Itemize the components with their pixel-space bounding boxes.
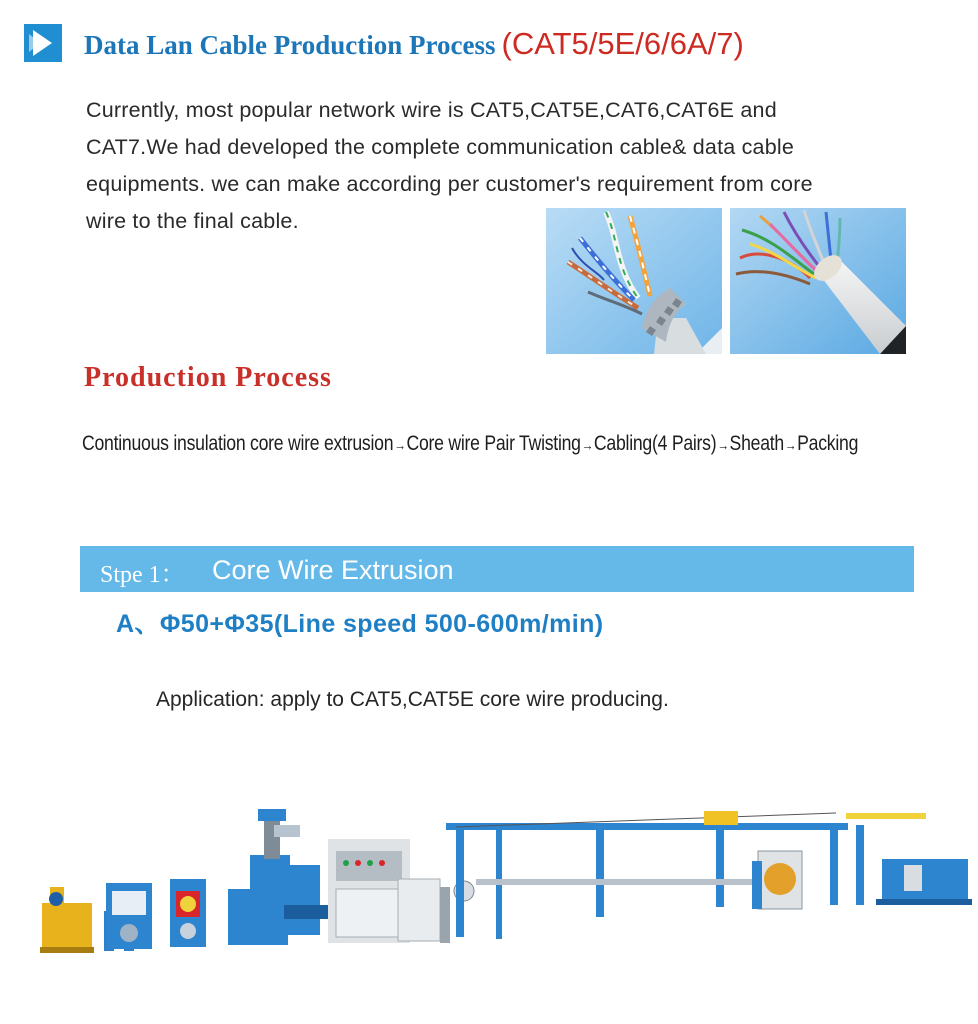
multi-pair-cable-photo <box>730 208 906 354</box>
step-1-title: Core Wire Extrusion <box>212 555 454 585</box>
tension-unit <box>170 879 206 947</box>
payoff-machine <box>40 887 94 953</box>
takeup-unit <box>876 859 972 905</box>
step-1-prefix: Stpe 1： <box>100 562 185 588</box>
intro-line-1: Currently, most popular network wire is CAT5,CAT5E,CAT6,CAT6E and <box>86 98 777 122</box>
flow-arrow-icon: → <box>394 437 406 453</box>
flow-arrow-icon: → <box>581 437 594 453</box>
page-title-main: Data Lan Cable Production Process <box>84 30 496 60</box>
production-process-heading: Production Process <box>84 362 332 393</box>
flow-arrow-icon: → <box>717 437 729 453</box>
preheater-unit <box>106 883 152 949</box>
main-extruder <box>228 809 328 945</box>
application-note: Application: apply to CAT5,CAT5E core wire producing. <box>156 688 669 711</box>
step-1-banner <box>80 546 914 592</box>
line-spec: A、Φ50+Φ35(Line speed 500-600m/min) <box>116 610 604 638</box>
extrusion-line-machine-image <box>36 795 976 965</box>
flow-step-extrusion: Continuous insulation core wire extrusion <box>82 432 394 455</box>
flow-step-cabling: Cabling(4 Pairs) <box>593 432 717 455</box>
shielded-twisted-pair-cable-photo <box>546 208 722 354</box>
intro-line-4: wire to the final cable. <box>86 209 299 233</box>
flow-step-pair-twisting: Core wire Pair Twisting <box>406 432 581 455</box>
flow-arrow-icon: → <box>784 437 797 453</box>
flow-step-sheath: Sheath <box>729 432 784 455</box>
page-title <box>84 26 744 62</box>
flow-step-packing: Packing <box>797 432 859 455</box>
page-title-suffix: (CAT5/5E/6/6A/7) <box>501 26 744 61</box>
intro-line-3: equipments. we can make according per customer's requirement from core <box>86 172 813 196</box>
play-arrow-icon <box>24 24 62 62</box>
process-flow <box>82 432 858 456</box>
intro-line-2: CAT7.We had developed the complete communication cable& data cable <box>86 135 794 159</box>
